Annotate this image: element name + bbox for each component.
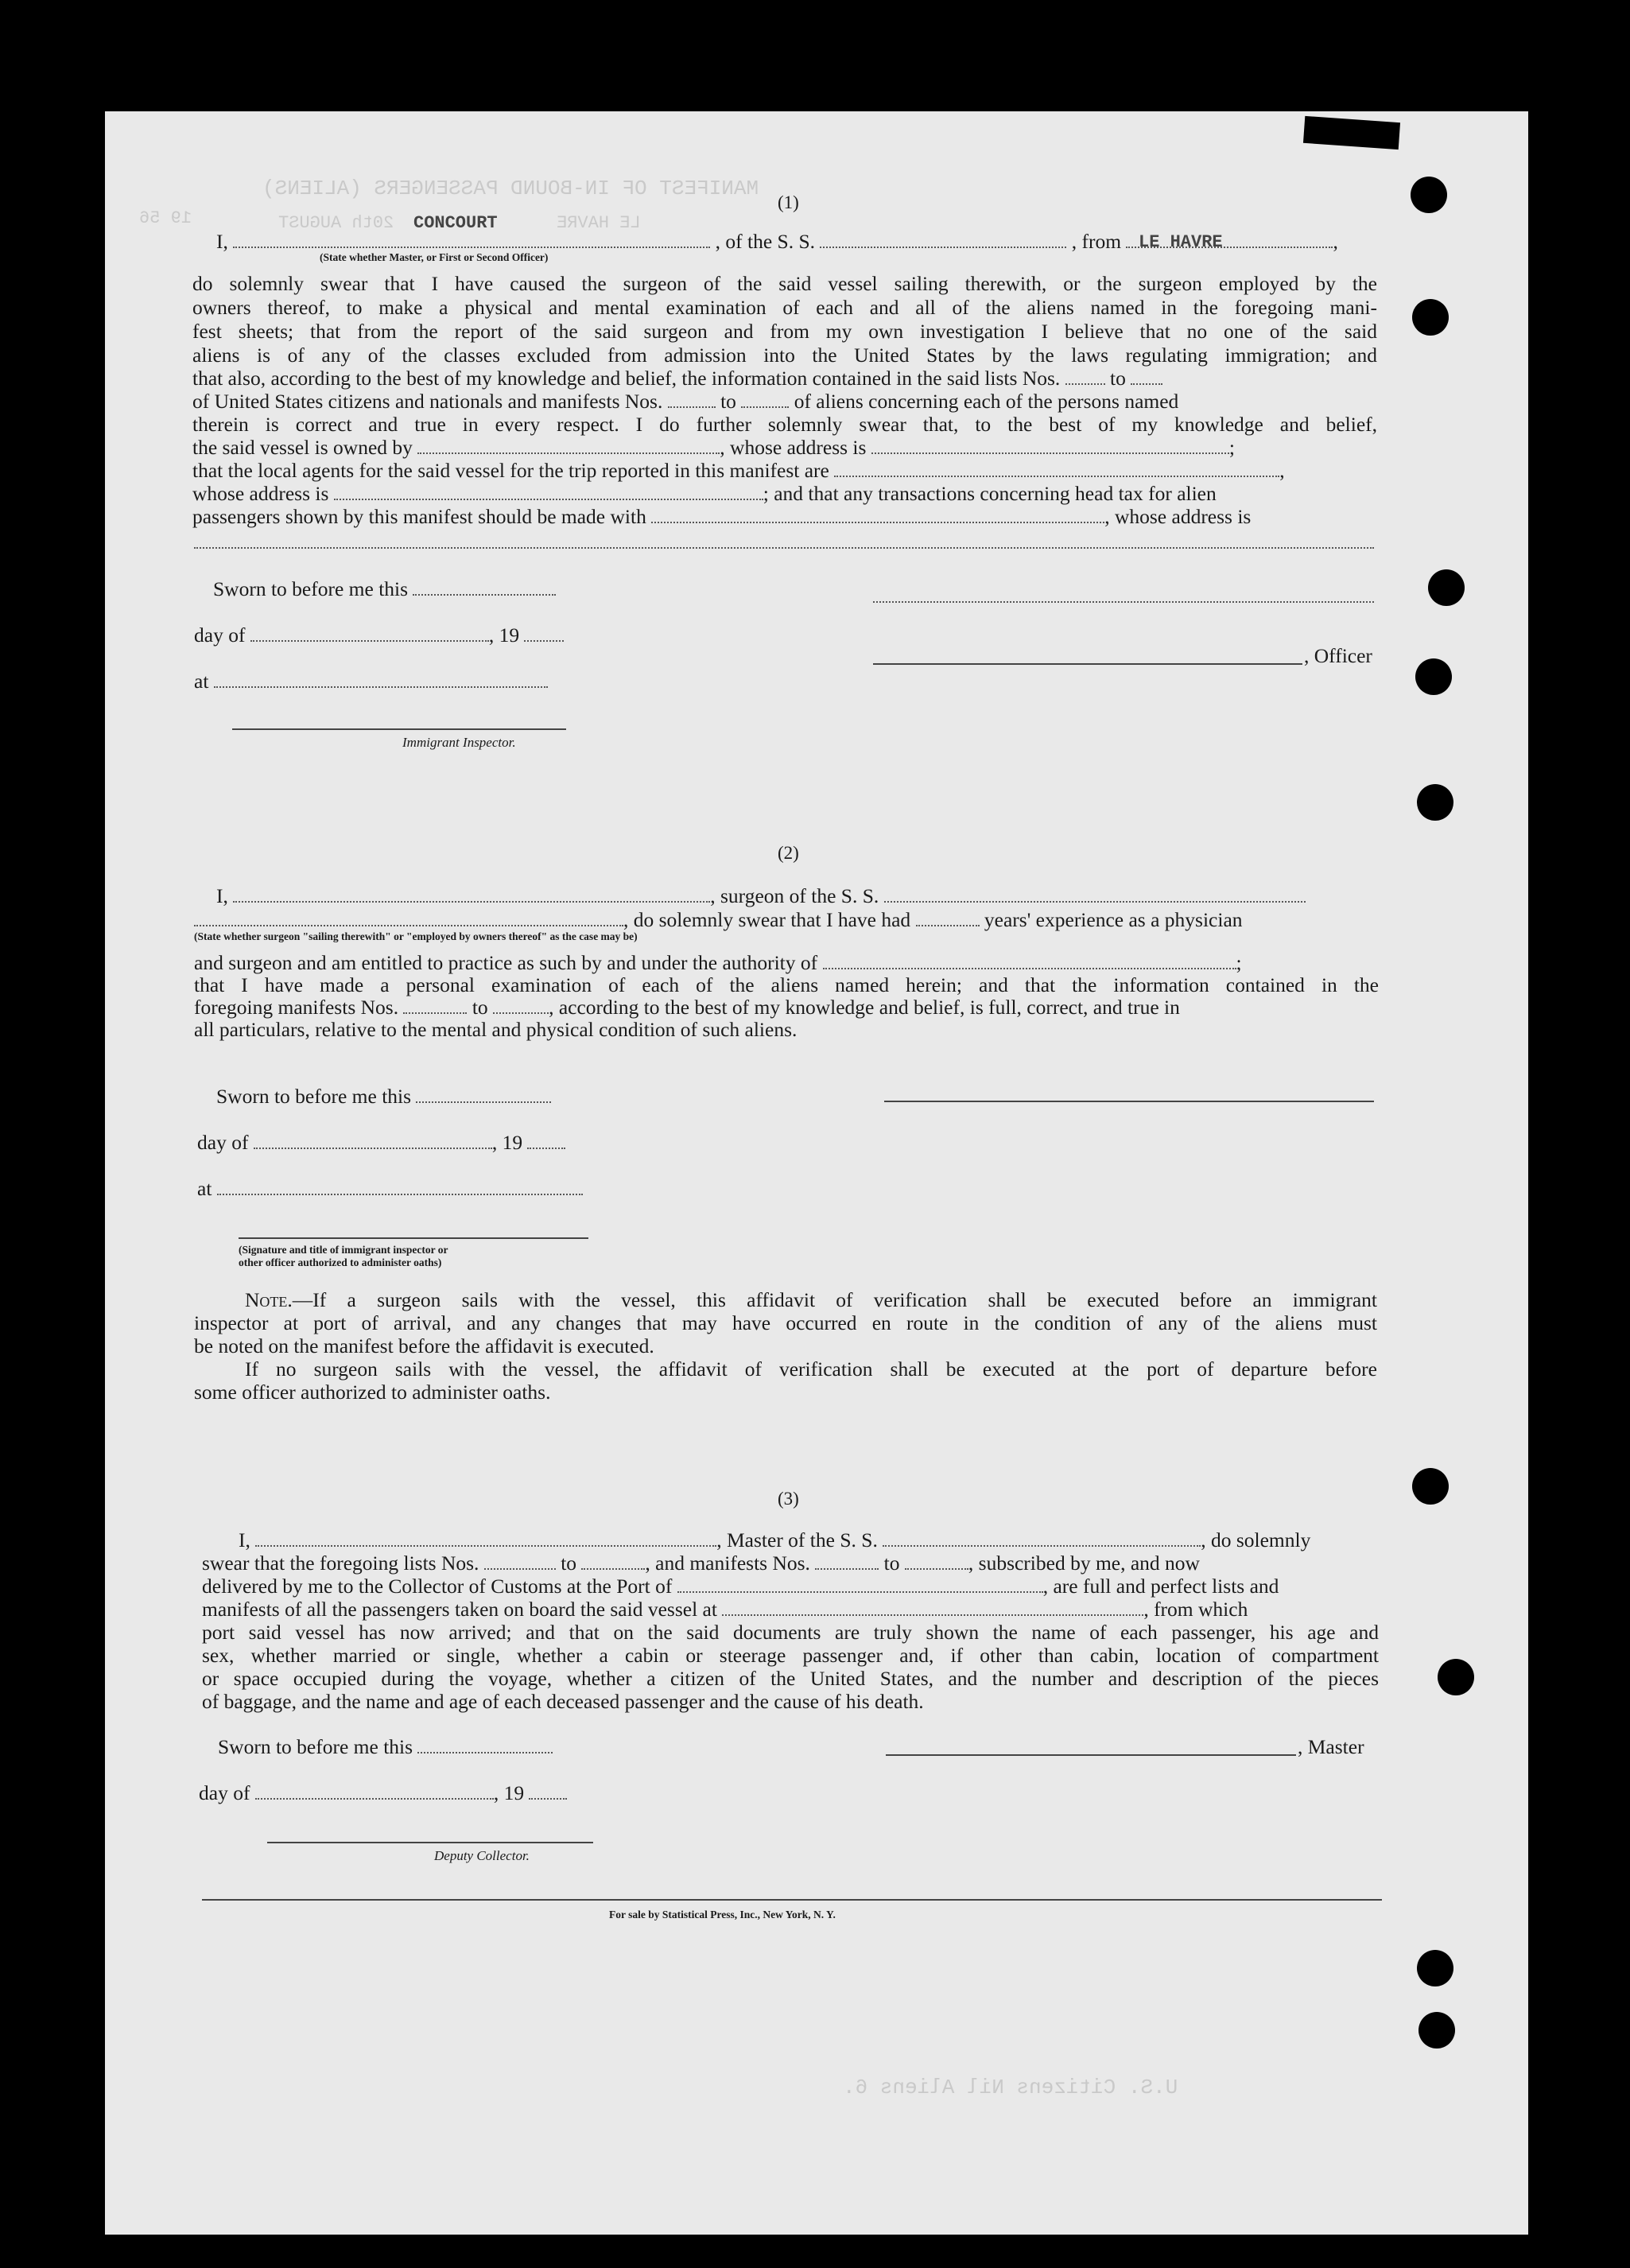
punch-hole — [1411, 177, 1447, 213]
section-2-inspector-line — [239, 1237, 588, 1239]
punch-hole — [1412, 299, 1449, 336]
master-signature-line — [886, 1754, 1296, 1756]
section-2-signature-note-2: other officer authorized to administer oaths) — [239, 1256, 442, 1268]
section-3-line-5: port said vessel has now arrived; and that on the said documents are truly shown the name of each passenger, his age and — [202, 1621, 1379, 1644]
section-1-line-7: of United States citizens and nationals and manifests Nos. to of aliens concerning each of the persons named — [192, 390, 1179, 413]
line-1-from: , from — [1071, 230, 1122, 253]
bleed-through-form: U.S. Citizens Nil Aliens 6. — [843, 2076, 1178, 2099]
section-2-subnote: (State whether surgeon "sailing therewith" or "employed by owners thereof" as the case may be) — [194, 930, 638, 942]
note-line-2: inspector at port of arrival, and any changes that may have occurred en route in the condition of any of the aliens must — [194, 1311, 1377, 1334]
section-1-line-6: that also, according to the best of my knowledge and belief, the information contained in the said lists Nos. to — [192, 367, 1162, 390]
section-2-signature-note-1: (Signature and title of immigrant inspector or — [239, 1244, 448, 1256]
footer-rule — [202, 1899, 1382, 1901]
punch-hole — [1412, 1468, 1449, 1505]
bleed-through-date: 20th AUGUST — [278, 213, 394, 233]
punch-hole — [1417, 1950, 1453, 1986]
note-line-3: be noted on the manifest before the affidavit is executed. — [194, 1334, 654, 1357]
section-2-line-2: , do solemnly swear that I have had years' experience as a physician — [194, 908, 1243, 932]
address-continuation-line — [194, 547, 1374, 549]
section-1-line-1: I, , of the S. S. , from , — [216, 230, 1338, 253]
section-3-line-8: of baggage, and the name and age of each deceased passenger and the cause of his death. — [202, 1690, 924, 1713]
officer-signature-line — [873, 663, 1302, 665]
line-1-of: , of the S. S. — [715, 230, 816, 253]
deputy-signature-line — [267, 1842, 593, 1843]
section-3-line-3: delivered by me to the Collector of Customs at the Port of , are full and perfect lists and — [202, 1575, 1279, 1598]
line-1-i: I, — [216, 230, 228, 253]
bleed-through-year: 19 56 — [139, 208, 192, 228]
inspector-label: Immigrant Inspector. — [402, 735, 516, 750]
note-line-5: some officer authorized to administer oaths. — [194, 1381, 551, 1404]
officer-line-1 — [873, 601, 1374, 603]
section-2-line-1: I, , surgeon of the S. S. — [216, 884, 1306, 908]
section-2-line-3: and surgeon and am entitled to practice as such by and under the authority of ; — [194, 951, 1242, 974]
section-1-line-3: owners thereof, to make a physical and mental examination of each and all of the aliens named in the foregoing mani- — [192, 296, 1377, 319]
bleed-through-port: LE HAVRE — [557, 213, 641, 233]
officer-label: , Officer — [1304, 644, 1372, 667]
punch-hole — [1415, 658, 1452, 695]
punch-hole — [1417, 784, 1453, 821]
footer-printer: For sale by Statistical Press, Inc., New York, N. Y. — [609, 1909, 836, 1920]
section-1-line-2: do solemnly swear that I have caused the surgeon of the said vessel sailing therewith, or the surgeon employed by the — [192, 272, 1377, 295]
section-1-line-10: that the local agents for the said vessel for the trip reported in this manifest are , — [192, 459, 1285, 482]
section-1-line-11: whose address is ; and that any transactions concerning head tax for alien — [192, 482, 1217, 505]
deputy-collector-label: Deputy Collector. — [434, 1848, 530, 1863]
section-3-line-6: sex, whether married or single, whether a cabin or steerage passenger and, if other than cabin, location of compartment — [202, 1644, 1379, 1667]
section-1-subnote: (State whether Master, or First or Second Officer) — [320, 251, 549, 263]
surgeon-signature-line — [884, 1101, 1374, 1102]
section-1-heading: (1) — [778, 192, 799, 212]
section-3-sworn: Sworn to before me this — [218, 1735, 553, 1759]
master-label: , Master — [1298, 1735, 1364, 1758]
punch-hole — [1428, 569, 1465, 606]
section-3-line-2: swear that the foregoing lists Nos. to , and manifests Nos. to , subscribed by me, and now — [202, 1551, 1200, 1575]
section-1-line-4: fest sheets; that from the report of the said surgeon and from my own investigation I believe that no one of the said — [192, 320, 1377, 343]
section-1-line-9: the said vessel is owned by , whose address is ; — [192, 436, 1235, 459]
section-1-at: at — [194, 670, 548, 693]
section-3-day-of: day of , 19 — [199, 1781, 567, 1805]
section-3-line-1: I, , Master of the S. S. , do solemnly — [239, 1528, 1311, 1551]
note-line-4: If no surgeon sails with the vessel, the affidavit of verification shall be executed at the port of departure before — [245, 1357, 1377, 1381]
section-3-heading: (3) — [778, 1489, 799, 1509]
section-2-heading: (2) — [778, 843, 799, 863]
section-1-line-8: therein is correct and true in every respect. I do further solemnly swear that, to the best of my knowledge and belief, — [192, 413, 1377, 436]
section-1-line-12: passengers shown by this manifest should be made with , whose address is — [192, 505, 1252, 528]
from-port-stamp: LE HAVRE — [1139, 232, 1223, 252]
section-1-day-of: day of , 19 — [194, 623, 564, 647]
section-2-sworn: Sworn to before me this — [216, 1085, 551, 1109]
section-3-line-7: or space occupied during the voyage, whether a citizen of the United States, and the number and description of the pieces — [202, 1667, 1379, 1690]
bleed-through-header: MANIFEST OF IN-BOUND PASSENGERS (ALIENS) — [262, 177, 759, 200]
section-2-line-4: that I have made a personal examination of each of the aliens named herein; and that the information contained in the — [194, 973, 1379, 996]
section-2-day-of: day of , 19 — [197, 1131, 565, 1155]
punch-hole — [1418, 2012, 1455, 2049]
section-2-line-6: all particulars, relative to the mental and physical condition of such aliens. — [194, 1018, 798, 1041]
note-line-1: Note.—If a surgeon sails with the vessel, this affidavit of verification shall be executed before an immigrant — [245, 1288, 1377, 1311]
inspector-signature-line — [232, 728, 566, 730]
section-3-line-4: manifests of all the passengers taken on board the said vessel at , from which — [202, 1598, 1248, 1621]
punch-hole — [1438, 1659, 1474, 1695]
section-1-line-5: aliens is of any of the classes excluded from admission into the United States by the laws regulating immigration; and — [192, 344, 1377, 367]
section-2-line-5: foregoing manifests Nos. to , according to the best of my knowledge and belief, is full, correct, and true in — [194, 996, 1180, 1019]
section-2-at: at — [197, 1177, 583, 1201]
officer-stamp: CONCOURT — [413, 213, 498, 233]
section-1-sworn: Sworn to before me this — [213, 577, 556, 601]
